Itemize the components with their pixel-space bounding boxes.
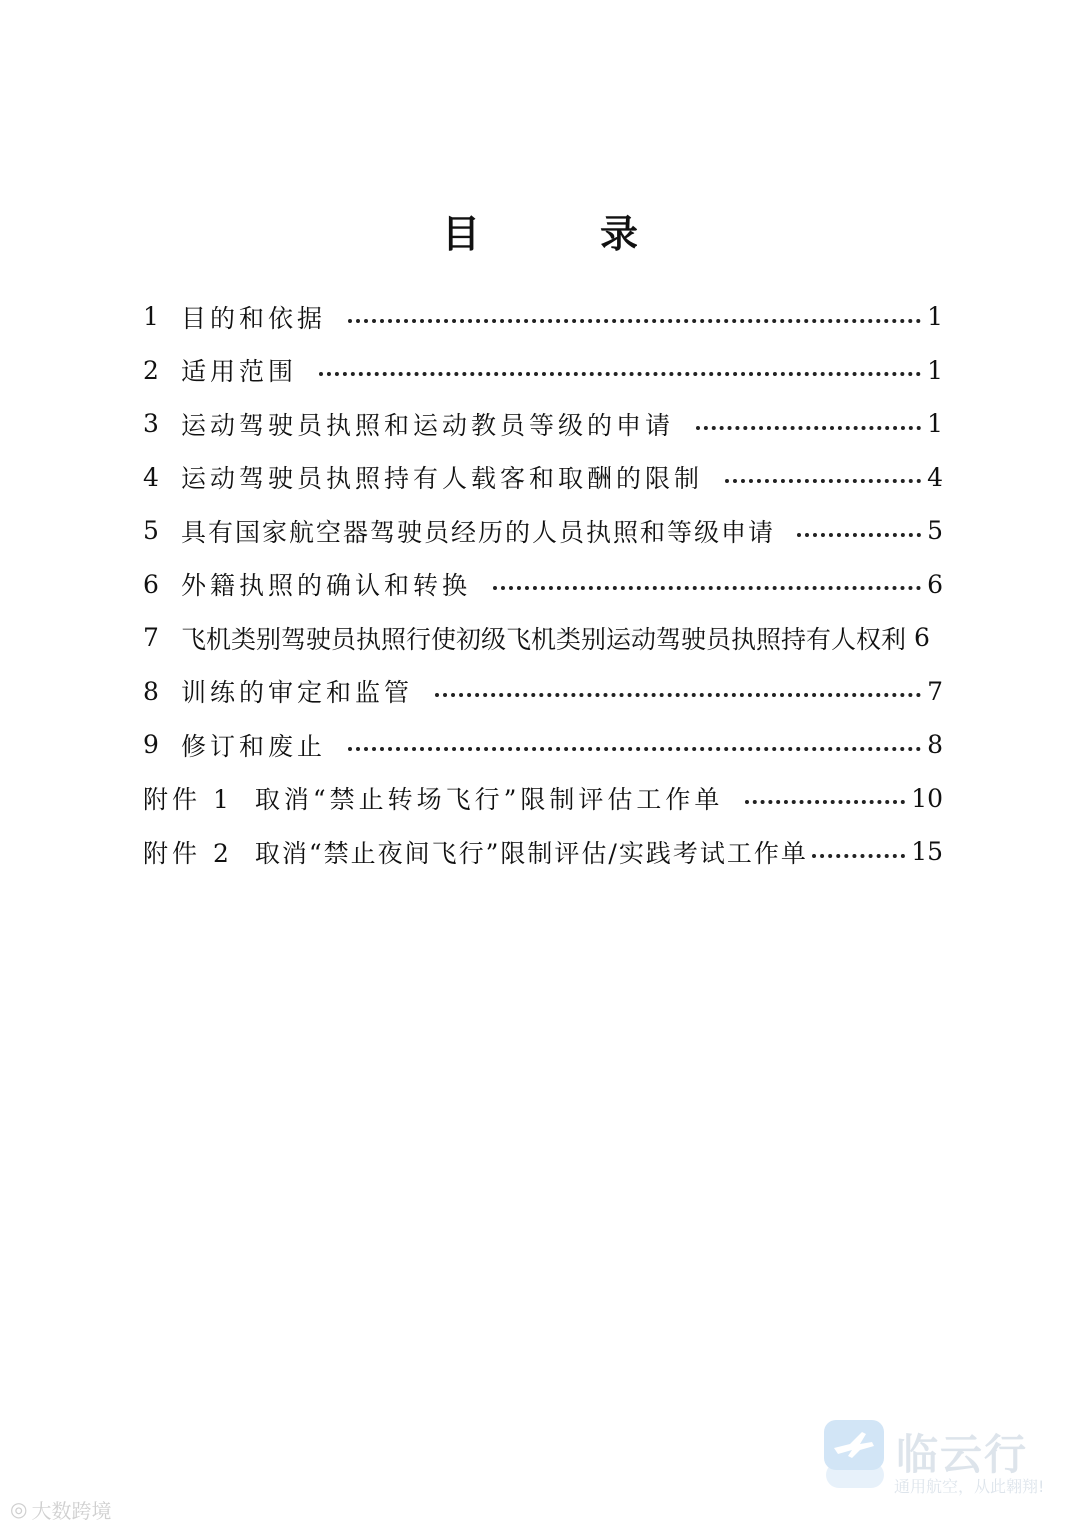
toc-entry-number: 5 (143, 516, 159, 546)
toc-entry-number: 4 (143, 462, 159, 492)
toc-entry-9[interactable] (143, 718, 943, 772)
toc-entry-number: 6 (143, 569, 159, 599)
watermark-brand-name: 临云行 (896, 1430, 1029, 1479)
toc-entry-page: 6 (927, 569, 943, 599)
title-char-1: 目 (441, 212, 480, 256)
table-of-contents (143, 290, 943, 879)
toc-entry-page: 5 (927, 516, 943, 546)
toc-entry-label: 目的和依据 (181, 303, 327, 333)
toc-leader-dots (745, 796, 905, 804)
toc-leader-dots (812, 850, 905, 858)
toc-entry-2[interactable] (143, 344, 943, 398)
toc-leader-dots (797, 529, 921, 537)
toc-entry-number: 3 (143, 409, 159, 439)
toc-leader-dots (348, 315, 921, 323)
toc-leader-dots (725, 475, 921, 483)
toc-entry-page: 1 (927, 355, 943, 385)
toc-entry-label: 运动驾驶员执照和运动教员等级的申请 (181, 410, 675, 440)
toc-entry-number: 1 (143, 302, 159, 332)
page-title (0, 203, 1080, 263)
toc-entry-3[interactable] (143, 397, 943, 451)
toc-entry-page: 8 (927, 730, 943, 760)
toc-entry-5[interactable] (143, 504, 943, 558)
toc-entry-page: 1 (927, 302, 943, 332)
toc-entry-8[interactable] (143, 665, 943, 719)
toc-entry-4[interactable] (143, 451, 943, 505)
watermark-source (10, 1494, 111, 1524)
toc-entry-page: 15 (911, 837, 943, 867)
toc-entry-label: 修订和废止 (181, 731, 327, 761)
toc-entry-page: 7 (927, 676, 943, 706)
toc-leader-dots (319, 368, 921, 376)
toc-entry-page: 4 (927, 462, 943, 492)
toc-entry-page: 1 (927, 409, 943, 439)
toc-entry-label: 取消“禁止转场飞行”限制评估工作单 (254, 785, 724, 815)
toc-appendix-2[interactable] (143, 825, 943, 879)
toc-entry-number: 2 (143, 355, 159, 385)
toc-entry-number: 9 (143, 730, 159, 760)
toc-entry-label: 具有国家航空器驾驶员经历的人员执照和等级申请 (181, 517, 776, 547)
toc-entry-label: 外籍执照的确认和转换 (181, 571, 472, 601)
toc-entry-6[interactable] (143, 558, 943, 612)
toc-entry-number: 8 (143, 676, 159, 706)
weibo-icon: ◎ (10, 1497, 28, 1521)
watermark-brand-slogan: 通用航空，从此翱翔! (894, 1477, 1045, 1496)
toc-leader-dots (696, 422, 921, 430)
toc-entry-label: 适用范围 (181, 357, 298, 387)
toc-entry-number: 附件 2 (143, 838, 233, 868)
toc-leader-dots (435, 689, 921, 697)
toc-leader-dots (348, 743, 921, 751)
toc-entry-page: 10 (911, 783, 943, 813)
toc-entry-page: 6 (914, 623, 930, 653)
toc-entry-number: 附件 1 (143, 785, 233, 815)
toc-entry-label: 飞机类别驾驶员执照行使初级飞机类别运动驾驶员执照持有人权利 (181, 624, 907, 654)
toc-entry-7[interactable] (143, 611, 943, 665)
airplane-logo-icon (824, 1420, 884, 1470)
toc-entry-label: 运动驾驶员执照持有人载客和取酬的限制 (181, 464, 704, 494)
title-char-2: 录 (600, 212, 639, 256)
toc-appendix-1[interactable] (143, 772, 943, 826)
toc-entry-label: 取消“禁止夜间飞行”限制评估/实践考试工作单 (254, 838, 808, 868)
toc-entry-number: 7 (143, 623, 159, 653)
watermark-source-text: 大数跨境 (31, 1498, 112, 1523)
toc-entry-label: 训练的审定和监管 (181, 678, 414, 708)
toc-entry-1[interactable] (143, 290, 943, 344)
toc-leader-dots (493, 582, 921, 590)
watermark-brand (824, 1420, 1054, 1500)
